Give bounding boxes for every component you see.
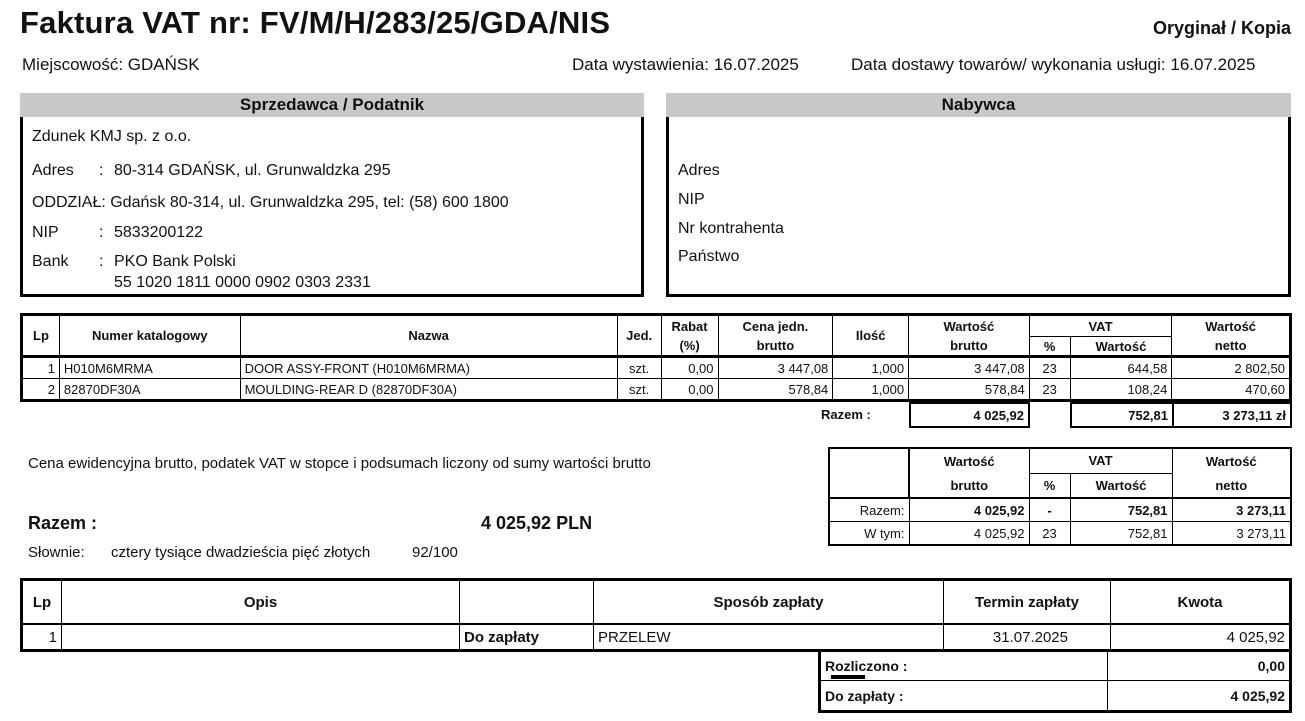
row-lp: 1 <box>22 357 60 379</box>
items-total-vat: 752,81 <box>1070 402 1174 428</box>
table-row <box>22 624 1291 651</box>
col-net-sub: netto <box>1172 337 1291 357</box>
settled-label <box>820 651 1108 681</box>
vat-row-gross: 4 025,92 <box>909 498 1029 522</box>
row-unit: szt. <box>617 357 661 379</box>
issue-date: Data wystawienia: 16.07.2025 <box>572 55 799 74</box>
pay-row-amount: 4 025,92 <box>1111 624 1291 651</box>
pay-col-method: Sposób zapłaty <box>594 580 944 625</box>
seller-heading: Sprzedawca / Podatnik <box>20 93 644 117</box>
vat-sum-gross-sub: brutto <box>909 473 1029 498</box>
buyer-heading: Nabywca <box>666 93 1291 117</box>
vat-row-pct: - <box>1029 498 1070 522</box>
col-price-sub: brutto <box>718 337 833 357</box>
buyer-country-label: Państwo <box>678 248 740 265</box>
pay-row-method: PRZELEW <box>594 624 944 651</box>
col-vat-pct: % <box>1029 337 1070 357</box>
price-note: Cena ewidencyjna brutto, podatek VAT w stopce i podsumach liczony od sumy wartości brutto <box>28 455 651 472</box>
col-qty: Ilość <box>833 315 909 357</box>
row-price: 3 447,08 <box>718 357 833 379</box>
seller-nip-label: NIP <box>32 224 59 241</box>
row-vat-pct: 23 <box>1029 379 1070 401</box>
table-row <box>22 379 1291 401</box>
col-discount-sub: (%) <box>661 337 718 357</box>
row-lp: 2 <box>22 379 60 401</box>
pay-row-due: 31.07.2025 <box>944 624 1111 651</box>
buyer-box <box>666 95 1291 297</box>
row-discount: 0,00 <box>661 357 718 379</box>
col-catalog: Numer katalogowy <box>59 315 240 357</box>
col-name: Nazwa <box>240 315 617 357</box>
vat-row-vat: 752,81 <box>1070 522 1172 546</box>
vat-sum-vat-value: Wartość <box>1070 473 1172 498</box>
place-label: Miejscowość: GDAŃSK <box>22 55 200 74</box>
vat-row-net: 3 273,11 <box>1172 522 1291 546</box>
delivery-date: Data dostawy towarów/ wykonania usługi: 16.07.2025 <box>851 55 1256 74</box>
settled-label-text: Rozliczono : <box>825 657 908 674</box>
col-vat: VAT <box>1029 315 1172 337</box>
seller-address: 80-314 GDAŃSK, ul. Grunwaldzka 295 <box>114 162 391 179</box>
col-net: Wartość <box>1172 315 1291 337</box>
seller-nip: 5833200122 <box>114 224 203 241</box>
row-unit: szt. <box>617 379 661 401</box>
to-pay-value: 4 025,92 <box>1108 681 1291 712</box>
col-gross: Wartość <box>909 315 1030 337</box>
pay-row-type: Do zapłaty <box>460 624 594 651</box>
row-catalog: 82870DF30A <box>59 379 240 401</box>
vat-row-vat: 752,81 <box>1070 498 1172 522</box>
items-total-net: 3 273,11 zł <box>1172 402 1292 428</box>
items-total-gross: 4 025,92 <box>909 402 1030 428</box>
payment-table <box>20 578 1292 652</box>
vat-summary-table <box>828 447 1292 546</box>
seller-bank-account: 55 1020 1811 0000 0902 0303 2331 <box>114 274 371 291</box>
table-row <box>829 522 1291 546</box>
row-vat-pct: 23 <box>1029 357 1070 379</box>
row-net: 470,60 <box>1172 379 1291 401</box>
settled-value: 0,00 <box>1108 651 1291 681</box>
vat-row-label: W tym: <box>829 522 909 546</box>
col-discount: Rabat <box>661 315 718 337</box>
row-vat-value: 644,58 <box>1070 357 1172 379</box>
settlement-table <box>818 650 1292 713</box>
seller-nip-colon: : <box>99 224 104 241</box>
to-pay-label: Do zapłaty : <box>820 681 1108 712</box>
total-words: cztery tysiące dwadzieścia pięć złotych <box>111 544 371 561</box>
row-qty: 1,000 <box>833 379 909 401</box>
seller-name: Zdunek KMJ sp. z o.o. <box>32 128 192 145</box>
col-vat-value: Wartość <box>1070 337 1172 357</box>
row-discount: 0,00 <box>661 379 718 401</box>
total-amount: 4 025,92 PLN <box>481 513 593 533</box>
table-row <box>829 498 1291 522</box>
row-catalog: H010M6MRMA <box>59 357 240 379</box>
buyer-nip-label: NIP <box>678 191 705 208</box>
pay-col-desc: Opis <box>62 580 460 625</box>
vat-row-pct: 23 <box>1029 522 1070 546</box>
pay-col-type <box>460 580 594 625</box>
vat-row-net: 3 273,11 <box>1172 498 1291 522</box>
vat-sum-net: Wartość <box>1172 448 1291 473</box>
buyer-address-label: Adres <box>678 162 720 179</box>
seller-bank-label: Bank <box>32 253 69 270</box>
seller-branch: ODDZIAŁ: Gdańsk 80-314, ul. Grunwaldzka 295, tel: (58) 600 1800 <box>32 194 509 211</box>
col-price: Cena jedn. <box>718 315 833 337</box>
row-name: DOOR ASSY-FRONT (H010M6MRMA) <box>240 357 617 379</box>
col-unit: Jed. <box>617 315 661 357</box>
vat-sum-pct: % <box>1029 473 1070 498</box>
col-gross-sub: brutto <box>909 337 1030 357</box>
row-qty: 1,000 <box>833 357 909 379</box>
row-gross: 578,84 <box>909 379 1030 401</box>
vat-sum-net-sub: netto <box>1172 473 1291 498</box>
copy-label: Oryginał / Kopia <box>1152 18 1291 38</box>
pay-col-amount: Kwota <box>1111 580 1291 625</box>
total-label: Razem : <box>28 513 98 533</box>
invoice-title: Faktura VAT nr: FV/M/H/283/25/GDA/NIS <box>20 5 611 40</box>
seller-box <box>20 95 644 297</box>
items-table <box>20 313 1292 402</box>
total-fraction: 92/100 <box>412 544 458 561</box>
row-name: MOULDING-REAR D (82870DF30A) <box>240 379 617 401</box>
pay-row-lp: 1 <box>22 624 62 651</box>
row-net: 2 802,50 <box>1172 357 1291 379</box>
col-lp: Lp <box>22 315 60 357</box>
vat-sum-gross: Wartość <box>909 448 1029 473</box>
seller-address-colon: : <box>99 162 104 179</box>
seller-bank-name: PKO Bank Polski <box>114 253 236 270</box>
row-price: 578,84 <box>718 379 833 401</box>
seller-bank-colon: : <box>99 253 104 270</box>
underline-mark <box>831 675 865 679</box>
vat-sum-vat: VAT <box>1029 448 1172 473</box>
pay-row-desc <box>62 624 460 651</box>
words-label: Słownie: <box>28 544 85 561</box>
seller-address-label: Adres <box>32 162 74 179</box>
vat-row-gross: 4 025,92 <box>909 522 1029 546</box>
pay-col-due: Termin zapłaty <box>944 580 1111 625</box>
table-row <box>22 357 1291 379</box>
buyer-contractor-label: Nr kontrahenta <box>678 220 784 237</box>
pay-col-lp: Lp <box>22 580 62 625</box>
items-total-label: Razem : <box>821 407 871 422</box>
row-gross: 3 447,08 <box>909 357 1030 379</box>
vat-row-label: Razem: <box>829 498 909 522</box>
row-vat-value: 108,24 <box>1070 379 1172 401</box>
